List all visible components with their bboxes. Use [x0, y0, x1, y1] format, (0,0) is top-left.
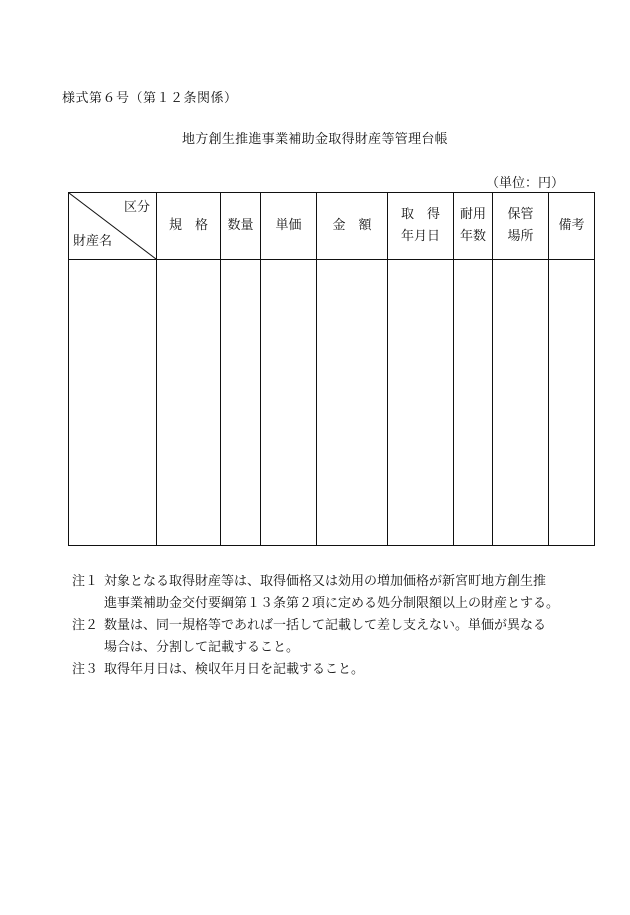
cell-asset-name[interactable]: [69, 260, 157, 546]
cell-spec[interactable]: [157, 260, 221, 546]
header-acquisition-date: 取 得 年月日: [388, 193, 454, 260]
form-number: 様式第６号（第１２条関係）: [62, 91, 238, 106]
cell-useful-life[interactable]: [454, 260, 493, 546]
document-title: 地方創生推進事業補助金取得財産等管理台帳: [181, 132, 448, 147]
header-useful-life: 耐用 年数: [454, 193, 493, 260]
note-text: 対象となる取得財産等は、取得価格又は効用の増加価格が新宮町地方創生推 進事業補助金交付要綱第１３条第２項に定める処分制限額以上の財産とする。: [104, 574, 560, 611]
cell-unit-price[interactable]: [261, 260, 317, 546]
header-row: [69, 193, 595, 260]
note-label: 注１: [72, 574, 99, 589]
note-item: [72, 571, 592, 615]
note-label: 注３: [72, 662, 99, 677]
unit-label: （単位：円）: [485, 176, 564, 191]
note-text: 数量は、同一規格等であれば一括して記載して差し支えない。単価が異なる 場合は、分割して記載すること。: [104, 618, 547, 655]
notes-section: [72, 571, 592, 681]
header-storage-location: 保管 場所: [493, 193, 549, 260]
header-unit-price: 単価: [261, 193, 317, 260]
header-amount: 金 額: [317, 193, 388, 260]
note-label: 注２: [72, 618, 99, 633]
cell-acquisition-date[interactable]: [388, 260, 454, 546]
cell-storage-location[interactable]: [493, 260, 549, 546]
note-item: [72, 615, 592, 659]
asset-ledger-table: [68, 192, 595, 546]
note-text: 取得年月日は、検収年月日を記載すること。: [104, 662, 365, 677]
header-category-label: 区分: [123, 200, 150, 215]
cell-quantity[interactable]: [221, 260, 261, 546]
cell-amount[interactable]: [317, 260, 388, 546]
header-asset-name-label: 財産名: [73, 234, 113, 249]
note-item: [72, 659, 592, 681]
cell-remarks[interactable]: [549, 260, 595, 546]
header-corner-cell: [69, 193, 157, 260]
header-remarks: 備考: [549, 193, 595, 260]
header-quantity: 数量: [221, 193, 261, 260]
table-row: [69, 260, 595, 546]
header-spec: 規 格: [157, 193, 221, 260]
